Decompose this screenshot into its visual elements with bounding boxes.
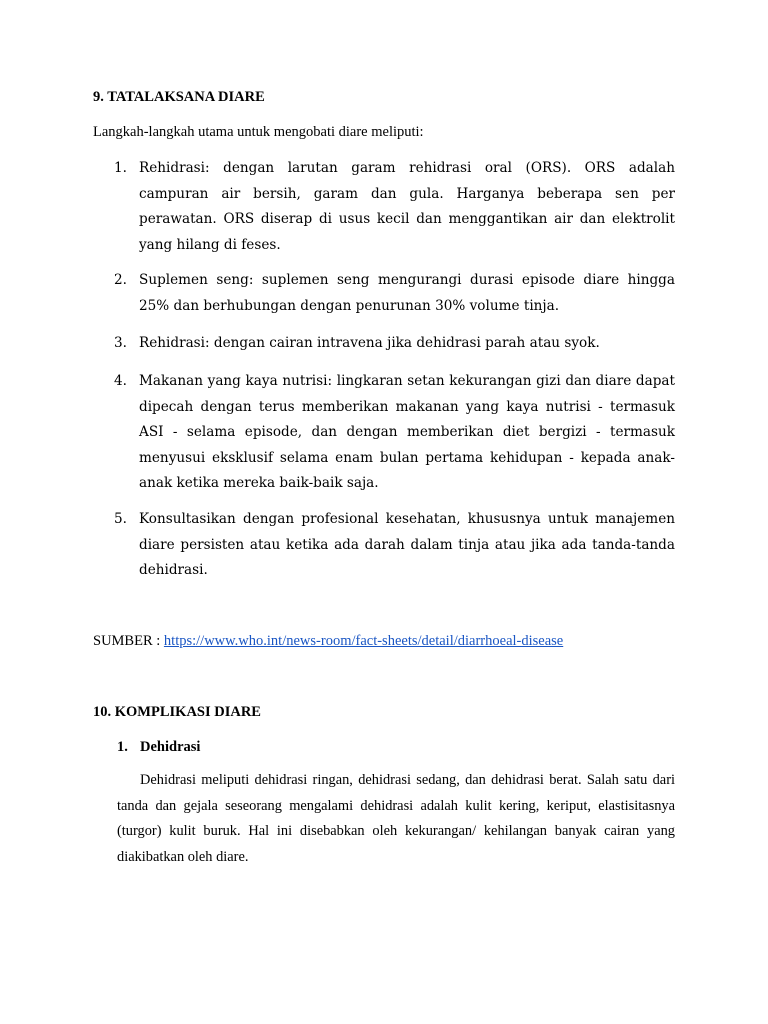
source-label: SUMBER : (93, 633, 164, 649)
list-item (93, 507, 675, 584)
list-item-number: 1. (114, 160, 127, 176)
list-item-text: Rehidrasi: dengan cairan intravena jika dehidrasi parah atau syok. (139, 335, 600, 351)
list-item-number: 4. (114, 373, 127, 389)
subheading-title: Dehidrasi (140, 739, 201, 755)
list-item-text: Makanan yang kaya nutrisi: lingkaran setan kekurangan gizi dan diare dapat dipecah dengan terus memberikan makanan yang kaya nutrisi - termasuk ASI - selama episode, dan dengan memberikan diet bergizi - termasuk menyusui eksklusif selama enam bulan pertama kehidupan - kepada anak-anak ketika mereka baik-baik saja. (139, 373, 675, 491)
list-item (93, 268, 675, 319)
list-item-number: 5. (114, 511, 127, 527)
subheading-number: 1. (117, 739, 128, 755)
list-item-text: Suplemen seng: suplemen seng mengurangi durasi episode diare hingga 25% dan berhubungan dengan penurunan 30% volume tinja. (139, 272, 675, 314)
dehidrasi-paragraph: Dehidrasi meliputi dehidrasi ringan, dehidrasi sedang, dan dehidrasi berat. Salah satu dari tanda dan gejala seseorang mengalami dehidrasi adalah kulit kering, keriput, elastisitasnya (turgor) kulit buruk. Hal ini disebabkan oleh kekurangan/ kehilangan banyak cairan yang diakibatkan oleh diare. (117, 772, 675, 866)
dehidrasi-subheading (117, 738, 200, 756)
source-line (93, 632, 563, 650)
list-item (93, 156, 675, 258)
section-10-heading: 10. KOMPLIKASI DIARE (93, 704, 261, 720)
list-item-number: 3. (114, 335, 127, 351)
source-link[interactable]: https://www.who.int/news-room/fact-sheets/detail/diarrhoeal-disease (163, 633, 564, 649)
list-item (93, 369, 675, 497)
list-item-number: 2. (114, 272, 127, 288)
section-9-intro: Langkah-langkah utama untuk mengobati diare meliputi: (93, 124, 424, 140)
list-item-text: Konsultasikan dengan profesional kesehatan, khususnya untuk manajemen diare persisten atau ketika ada darah dalam tinja atau jika ada tanda-tanda dehidrasi. (139, 511, 675, 578)
section-9-heading: 9. TATALAKSANA DIARE (93, 89, 265, 105)
list-item-text: Rehidrasi: dengan larutan garam rehidrasi oral (ORS). ORS adalah campuran air bersih, garam dan gula. Harganya beberapa sen per perawatan. ORS diserap di usus kecil dan menggantikan air dan elektrolit yang hilang di feses. (139, 160, 675, 253)
list-item (93, 331, 675, 357)
